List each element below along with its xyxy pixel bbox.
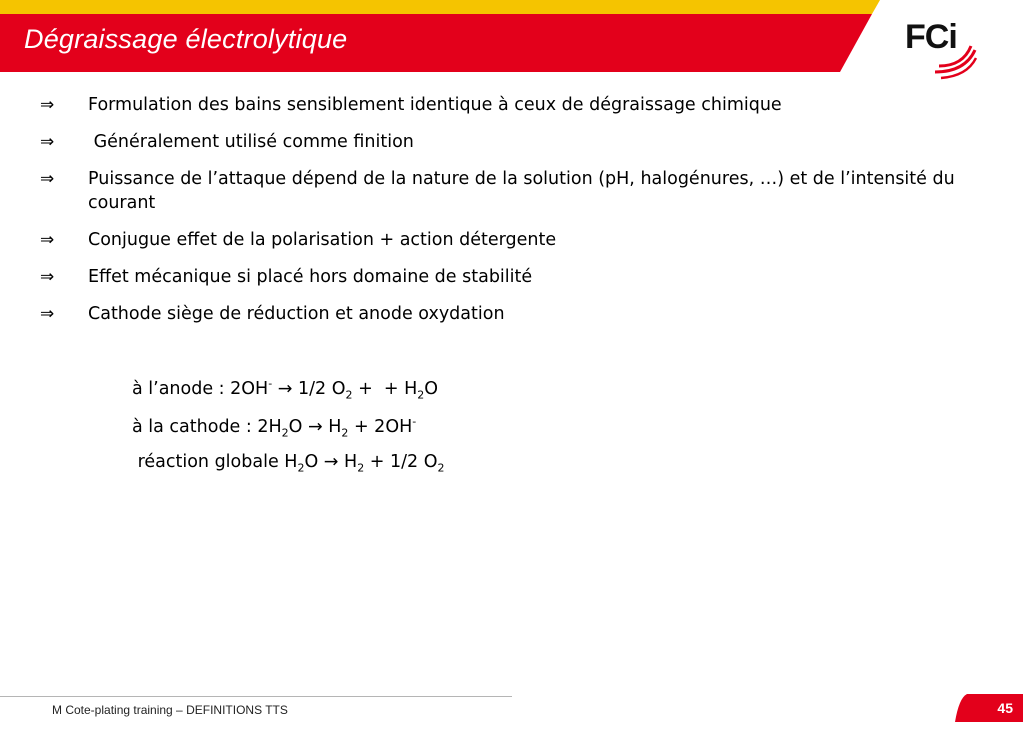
bullet-item	[40, 130, 1000, 154]
bullet-text: Conjugue effet de la polarisation + action détergente	[88, 230, 557, 250]
bullet-text: Formulation des bains sensiblement identique à ceux de dégraissage chimique	[88, 95, 782, 115]
footer-divider	[0, 696, 512, 697]
eq-text: + 1/2 O	[364, 452, 438, 472]
eq-subscript: 2	[417, 388, 425, 402]
eq-subscript: 2	[345, 388, 353, 402]
eq-text: à la cathode : 2H	[132, 416, 282, 437]
eq-text: O	[424, 378, 439, 399]
bullet-text: Cathode siège de réduction et anode oxydation	[88, 304, 505, 324]
anode-equation	[132, 377, 438, 401]
bullet-list	[40, 93, 1000, 339]
eq-superscript: -	[268, 377, 273, 390]
bullet-text: Effet mécanique si placé hors domaine de stabilité	[88, 267, 533, 287]
bullet-item	[40, 265, 1000, 289]
implies-arrow-icon: ⇒	[40, 169, 55, 189]
implies-arrow-icon: ⇒	[40, 267, 55, 287]
eq-text: réaction globale H	[132, 452, 298, 472]
global-equation	[132, 452, 444, 475]
bullet-text: Puissance de l’attaque dépend de la nature de la solution (pH, halogénures, …) et de l’intensité du courant	[88, 169, 955, 213]
logo-swoosh-icon	[905, 16, 977, 82]
bullet-item	[40, 228, 1000, 252]
right-arrow-icon: →	[323, 452, 339, 472]
bullet-item	[40, 302, 1000, 326]
footer-text: M Cote-plating training – DEFINITIONS TTS	[52, 703, 288, 717]
eq-subscript: 2	[357, 461, 365, 475]
eq-subscript: 2	[341, 426, 349, 440]
bullet-item	[40, 93, 1000, 117]
logo-text: FCi	[905, 18, 957, 56]
bullet-text: Généralement utilisé comme finition	[88, 132, 414, 152]
fci-logo	[905, 16, 977, 82]
eq-text: + 2OH	[348, 416, 413, 437]
right-arrow-icon: →	[277, 378, 293, 399]
eq-text: + + H	[352, 378, 418, 399]
eq-text: H	[338, 452, 358, 472]
eq-text: O	[288, 416, 308, 437]
cathode-equation	[132, 415, 416, 439]
right-arrow-icon: →	[307, 416, 323, 437]
implies-arrow-icon: ⇒	[40, 230, 55, 250]
title-banner	[0, 0, 1023, 72]
bullet-item	[40, 167, 1000, 215]
eq-text: à l’anode : 2OH	[132, 378, 269, 399]
eq-superscript: -	[412, 415, 417, 428]
eq-subscript: 2	[437, 461, 445, 475]
slide-title: Dégraissage électrolytique	[24, 24, 348, 54]
eq-text: O	[304, 452, 324, 472]
eq-text: 1/2 O	[292, 378, 346, 399]
page-number: 45	[997, 700, 1013, 716]
yellow-stripe	[0, 0, 880, 14]
implies-arrow-icon: ⇒	[40, 132, 55, 152]
page-number-badge	[955, 694, 1023, 722]
implies-arrow-icon: ⇒	[40, 304, 55, 324]
eq-subscript: 2	[297, 461, 305, 475]
eq-subscript: 2	[281, 426, 289, 440]
eq-text: H	[322, 416, 342, 437]
implies-arrow-icon: ⇒	[40, 95, 55, 115]
